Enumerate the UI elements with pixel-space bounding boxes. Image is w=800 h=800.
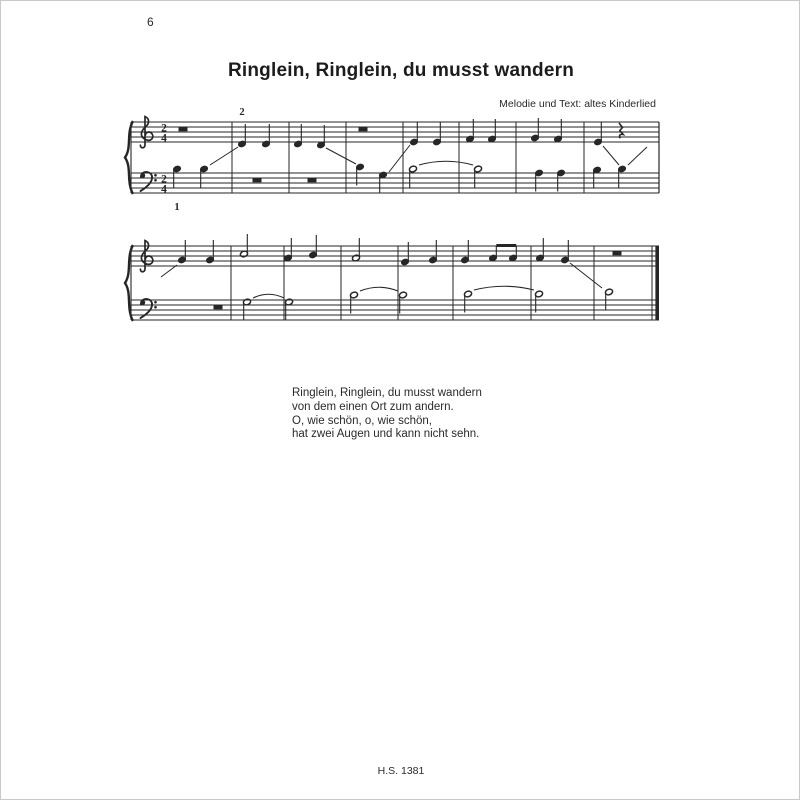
lyrics-line: von dem einen Ort zum andern. (292, 400, 454, 413)
svg-text:2: 2 (161, 122, 167, 135)
music-score (1, 1, 800, 371)
page-number: 6 (147, 15, 154, 29)
piece-title: Ringlein, Ringlein, du musst wandern (227, 60, 575, 81)
composer-credit: Melodie und Text: altes Kinderlied (499, 98, 656, 110)
svg-text:1: 1 (174, 202, 180, 213)
plate-number: H.S. 1381 (377, 765, 425, 777)
svg-text:2: 2 (239, 107, 245, 118)
lyrics-line: Ringlein, Ringlein, du musst wandern (292, 387, 482, 399)
lyrics-block (292, 387, 482, 442)
lyrics-line: hat zwei Augen und kann nicht sehn. (292, 428, 480, 441)
svg-text:4: 4 (161, 132, 167, 145)
svg-text:2: 2 (161, 173, 167, 186)
svg-text:4: 4 (161, 183, 167, 196)
lyrics-line: O, wie schön, o, wie schön, (292, 414, 432, 427)
